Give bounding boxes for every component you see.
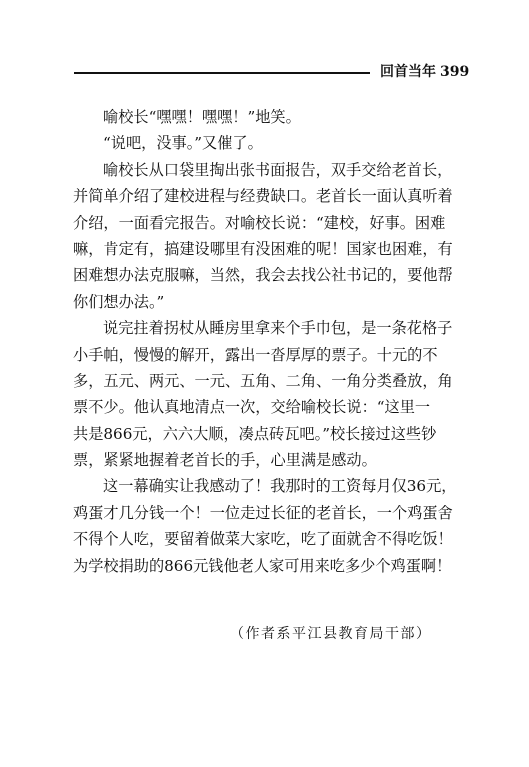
text-line: 说完拄着拐杖从睡房里拿来个手巾包，是一条花格子 bbox=[103, 319, 453, 338]
running-head: 回首当年 bbox=[380, 64, 436, 80]
text-line: 鸡蛋才几分钱一个！一位走过长征的老首长，一个鸡蛋舍 bbox=[73, 503, 453, 522]
page-number: 399 bbox=[440, 64, 470, 80]
text-line: 共是866元，六六大顺，凑点砖瓦吧。”校长接过这些钞 bbox=[73, 424, 437, 443]
text-line: 困难想办法克服嘛，当然，我会去找公社书记的，要他帮 bbox=[73, 266, 453, 285]
text-line: 小手帕，慢慢的解开，露出一沓厚厚的票子。十元的不 bbox=[73, 345, 438, 364]
text-line: “说吧，没事。”又催了。 bbox=[103, 134, 263, 153]
text-line: 你们想办法。” bbox=[73, 292, 165, 311]
text-line: 嘛，肯定有，搞建设哪里有没困难的呢！国家也困难，有 bbox=[73, 239, 453, 258]
author-byline: （作者系平江县教育局干部） bbox=[230, 626, 432, 642]
text-line: 这一幕确实让我感动了！我那时的工资每月仅36元， bbox=[103, 477, 457, 496]
text-line: 票，紧紧地握着老首长的手，心里满是感动。 bbox=[73, 451, 377, 470]
header-rule bbox=[74, 72, 370, 74]
text-line: 多，五元、两元、一元、五角、二角、一角分类叠放，角 bbox=[73, 371, 453, 390]
text-line: 不得个人吃，要留着做菜大家吃，吃了面就舍不得吃饭！ bbox=[73, 530, 453, 549]
text-line: 喻校长“嘿嘿！嘿嘿！”地笑。 bbox=[103, 108, 301, 126]
text-line: 介绍，一面看完报告。对喻校长说：“建校，好事。困难 bbox=[73, 213, 446, 232]
text-line: 喻校长从口袋里掏出张书面报告，双手交给老首长， bbox=[103, 160, 453, 179]
text-line: 票不少。他认真地清点一次，交给喻校长说：“这里一 bbox=[73, 398, 431, 417]
body-text bbox=[73, 104, 473, 579]
text-line: 并简单介绍了建校进程与经费缺口。老首长一面认真听着 bbox=[73, 187, 453, 206]
text-line: 为学校捐助的866元钱他老人家可用来吃多少个鸡蛋啊！ bbox=[73, 556, 452, 575]
